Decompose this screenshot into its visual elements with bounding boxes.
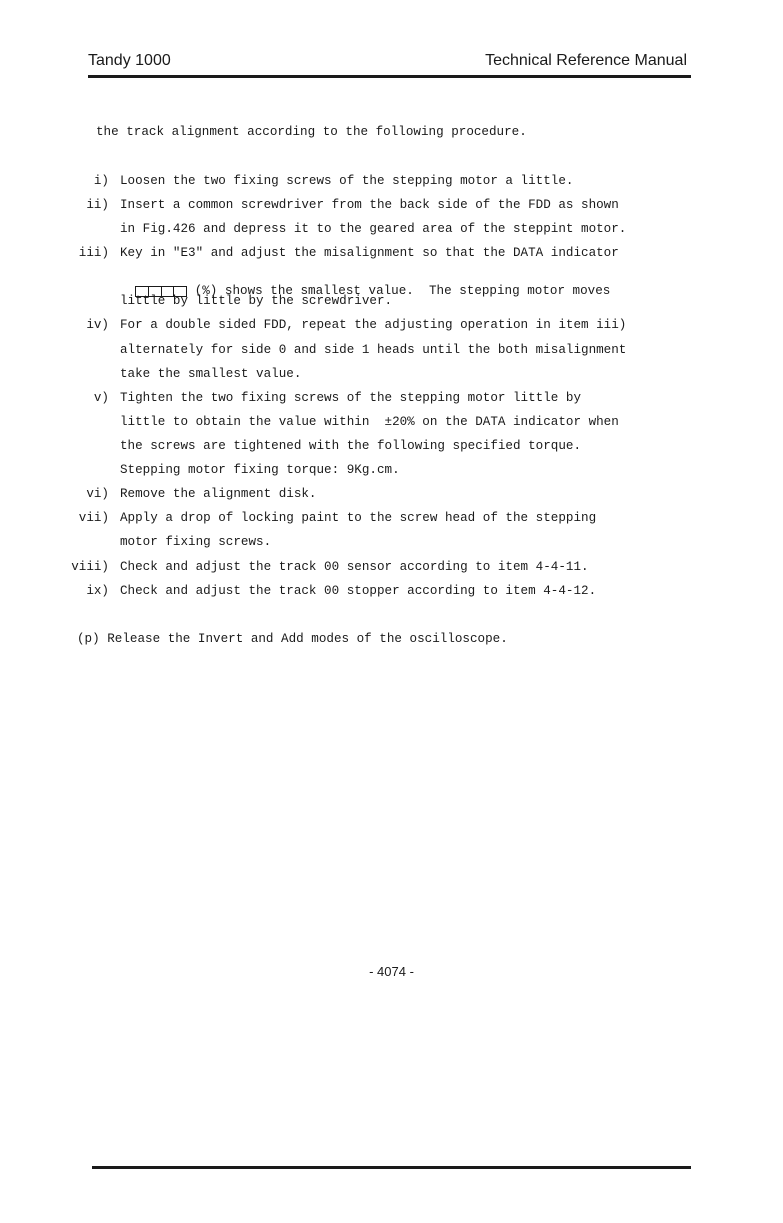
- item-num: iv): [86, 318, 109, 332]
- item-line: For a double sided FDD, repeat the adjusting operation in item iii): [120, 318, 627, 332]
- header-manual-name: Technical Reference Manual: [485, 52, 687, 69]
- item-line: Tighten the two fixing screws of the stepping motor little by: [120, 391, 582, 405]
- step-p-line: (p) Release the Invert and Add modes of the oscilloscope.: [77, 632, 508, 646]
- item-num: viii): [71, 560, 109, 574]
- item-num: i): [93, 174, 109, 188]
- item-line: take the smallest value.: [120, 367, 302, 381]
- item-line: alternately for side 0 and side 1 heads until the both misalignment: [120, 343, 627, 357]
- item-line: little by little by the screwdriver.: [120, 294, 393, 308]
- item-num: v): [93, 391, 109, 405]
- item-line: Stepping motor fixing torque: 9Kg.cm.: [120, 463, 400, 477]
- item-line: Key in "E3" and adjust the misalignment so that the DATA indicator: [120, 246, 619, 260]
- item-num: ii): [86, 198, 109, 212]
- item-num: vi): [86, 487, 109, 501]
- item-line: Check and adjust the track 00 sensor according to item 4-4-11.: [120, 560, 589, 574]
- item-line: in Fig.426 and depress it to the geared area of the steppint motor.: [120, 222, 627, 236]
- footer-rule: [92, 1166, 691, 1169]
- item-line: Loosen the two fixing screws of the stepping motor a little.: [120, 174, 574, 188]
- item-line: Check and adjust the track 00 stopper according to item 4-4-12.: [120, 584, 597, 598]
- item-num: iii): [78, 246, 109, 260]
- header-title: Tandy 1000: [88, 52, 171, 69]
- item-line: Apply a drop of locking paint to the screw head of the stepping: [120, 511, 597, 525]
- item-num: ix): [86, 584, 109, 598]
- item-line: Remove the alignment disk.: [120, 487, 317, 501]
- header-rule: [88, 75, 691, 78]
- intro-line: the track alignment according to the following procedure.: [96, 125, 527, 139]
- page-number: - 4074 -: [369, 964, 414, 979]
- item-num: vii): [78, 511, 109, 525]
- item-line: the screws are tightened with the following specified torque.: [120, 439, 582, 453]
- item-line: (%) shows the smallest value. The stepping motor moves: [194, 284, 611, 298]
- item-line: little to obtain the value within ±20% on the DATA indicator when: [120, 415, 619, 429]
- item-line: Insert a common screwdriver from the back side of the FDD as shown: [120, 198, 619, 212]
- item-line: motor fixing screws.: [120, 535, 272, 549]
